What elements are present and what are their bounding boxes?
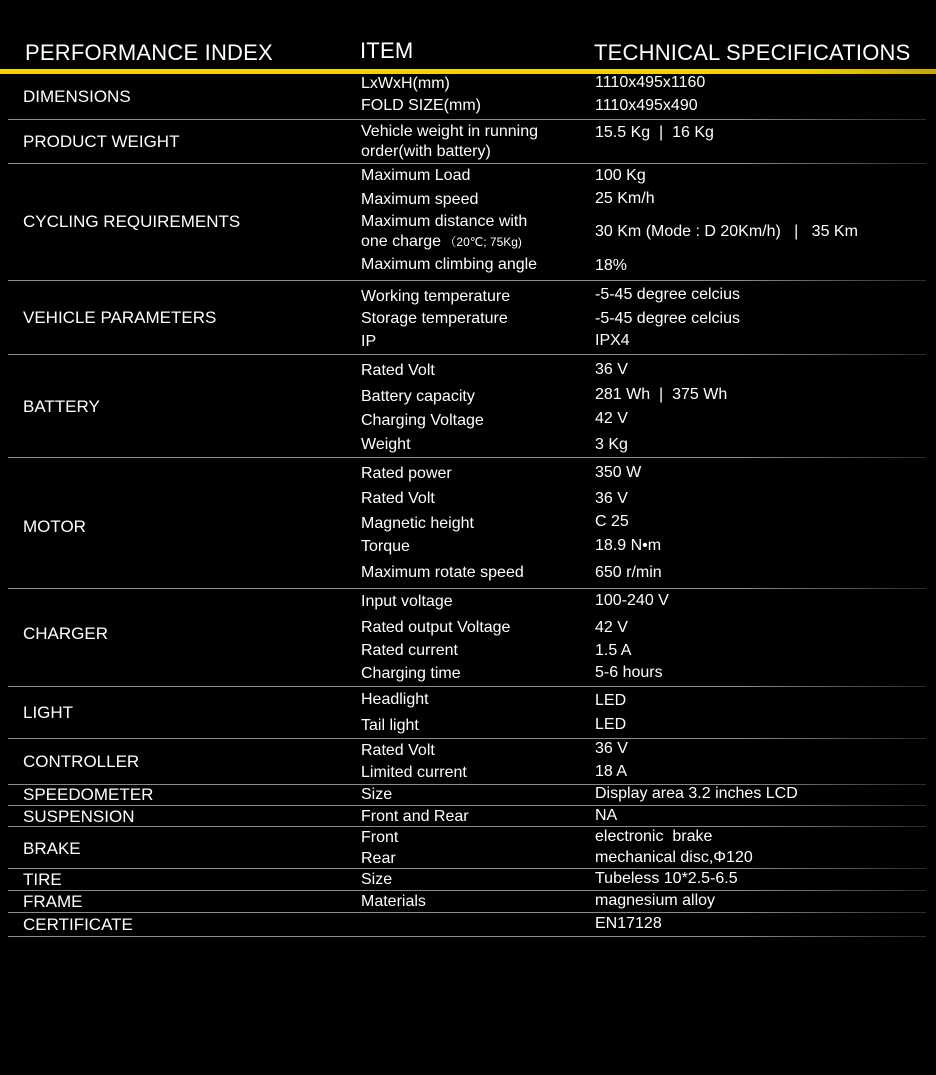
section-frame [0,891,936,913]
spec-value: 36 V [595,740,628,757]
item-line: Materials [361,893,426,910]
header-performance-index: PERFORMANCE INDEX [25,40,273,65]
performance-index-label: TIRE [23,870,62,889]
item-line-continued [361,232,527,252]
item-line: Input voltage [361,593,453,610]
item-label [361,332,376,352]
item-label [361,212,527,252]
header-item: ITEM [360,38,414,63]
item-label [361,190,478,210]
performance-index-label: FRAME [23,892,83,911]
item-label [361,664,461,684]
spec-value: Display area 3.2 inches LCD [595,785,798,802]
spec-value: 1110x495x490 [595,97,698,114]
item-label [361,489,435,509]
spec-value: Tubeless 10*2.5-6.5 [595,870,738,887]
item-label [361,592,453,612]
performance-index-label: PRODUCT WEIGHT [23,132,180,151]
item-line: Rated current [361,642,458,659]
item-line: Front and Rear [361,808,469,825]
item-label [361,641,458,661]
spec-value: 100 Kg [595,167,646,184]
item-line: Size [361,871,393,888]
performance-index-label: MOTOR [23,517,86,536]
performance-index-label: CONTROLLER [23,752,140,771]
item-line: Storage temperature [361,310,508,327]
performance-index-label: CERTIFICATE [23,915,133,934]
item-line: Limited current [361,764,467,781]
spec-value: IPX4 [595,332,630,349]
performance-index-label: SUSPENSION [23,807,135,826]
performance-index-label: CYCLING REQUIREMENTS [23,212,241,231]
performance-index-label: BATTERY [23,397,100,416]
spec-value: 650 r/min [595,564,662,581]
spec-value: 42 V [595,410,628,427]
section-divider [8,936,926,937]
section-certificate [0,913,936,937]
performance-index-label: BRAKE [23,839,81,858]
spec-value: mechanical disc,Φ120 [595,849,753,866]
item-label [361,464,452,484]
header-technical-specifications: TECHNICAL SPECIFICATIONS [594,40,911,65]
spec-value: 18 A [595,763,628,780]
item-line: Charging time [361,665,461,682]
item-line: Tail light [361,717,419,734]
item-label [361,255,537,275]
spec-value: 25 Km/h [595,190,655,207]
spec-value: 1.5 A [595,642,632,659]
item-label [361,716,419,736]
spec-value: 15.5 Kg | 16 Kg [595,124,714,141]
item-line: Rated Volt [361,362,435,379]
spec-value: 3 Kg [595,436,628,453]
item-label [361,618,510,638]
performance-index-label: SPEEDOMETER [23,785,154,804]
item-line: Charging Voltage [361,412,484,429]
spec-value: 36 V [595,490,628,507]
spec-value: LED [595,692,627,709]
section-tire [0,869,936,891]
performance-index-label: CHARGER [23,624,109,643]
spec-value: C 25 [595,513,629,530]
spec-value: 18% [595,257,628,274]
spec-value: NA [595,807,618,824]
item-line: Weight [361,436,411,453]
item-label [361,892,426,912]
item-line: Rated power [361,465,452,482]
item-line: Battery capacity [361,388,475,405]
item-label [361,763,467,783]
item-label [361,690,429,710]
item-line: Rated Volt [361,490,435,507]
item-line: Working temperature [361,288,511,305]
item-label [361,828,398,848]
item-label [361,537,410,557]
spec-value: electronic brake [595,828,713,845]
section-brake [0,827,936,869]
performance-index-label: VEHICLE PARAMETERS [23,308,217,327]
item-label [361,122,538,162]
performance-index-label: DIMENSIONS [23,87,131,106]
item-label [361,435,411,455]
item-line: Maximum distance with [361,213,528,230]
item-label [361,361,435,381]
spec-value: 100-240 V [595,592,669,609]
spec-value: 350 W [595,464,642,481]
item-label [361,74,450,94]
spec-value: 281 Wh | 375 Wh [595,386,728,403]
item-line: LxWxH(mm) [361,75,450,92]
spec-value: 5-6 hours [595,664,663,681]
item-label [361,287,510,307]
section-controller [0,739,936,785]
item-label [361,96,481,116]
item-line: Size [361,786,393,803]
item-line: Headlight [361,691,429,708]
item-line: Rear [361,850,396,867]
item-line-text: order(with battery) [361,143,491,160]
spec-value: 42 V [595,619,628,636]
item-line: Front [361,829,399,846]
item-line: FOLD SIZE(mm) [361,97,481,114]
section-light [0,687,936,739]
section-charger [0,589,936,687]
item-line: Maximum climbing angle [361,256,538,273]
item-label [361,166,470,186]
item-line: Maximum speed [361,191,479,208]
item-label [361,387,475,407]
item-label [361,741,435,761]
item-line: IP [361,333,377,350]
item-line: Vehicle weight in running [361,123,539,140]
spec-value: -5-45 degree celcius [595,310,740,327]
item-label [361,849,396,869]
performance-index-label: LIGHT [23,703,74,722]
item-line-continued [361,142,538,162]
item-label [361,563,524,583]
item-label [361,309,508,329]
item-label [361,411,484,431]
item-label [361,785,392,805]
item-label [361,870,392,890]
item-line: Torque [361,538,410,555]
item-line: Rated output Voltage [361,619,511,636]
spec-value: LED [595,716,627,733]
item-line: Rated Volt [361,742,435,759]
test-condition-note: （20℃; 75Kg) [441,235,522,249]
spec-value: 1110x495x1160 [595,74,706,91]
item-label [361,807,469,827]
item-line: Magnetic height [361,515,474,532]
spec-value: 18.9 N•m [595,537,662,554]
item-line: Maximum rotate speed [361,564,524,581]
spec-value: EN17128 [595,915,662,932]
spec-value: 30 Km (Mode : D 20Km/h) | 35 Km [595,223,858,240]
item-line-text: one charge [361,233,442,250]
spec-value: magnesium alloy [595,892,716,909]
item-line: Maximum Load [361,167,471,184]
spec-value: 36 V [595,361,628,378]
spec-value: -5-45 degree celcius [595,286,740,303]
item-label [361,514,474,534]
